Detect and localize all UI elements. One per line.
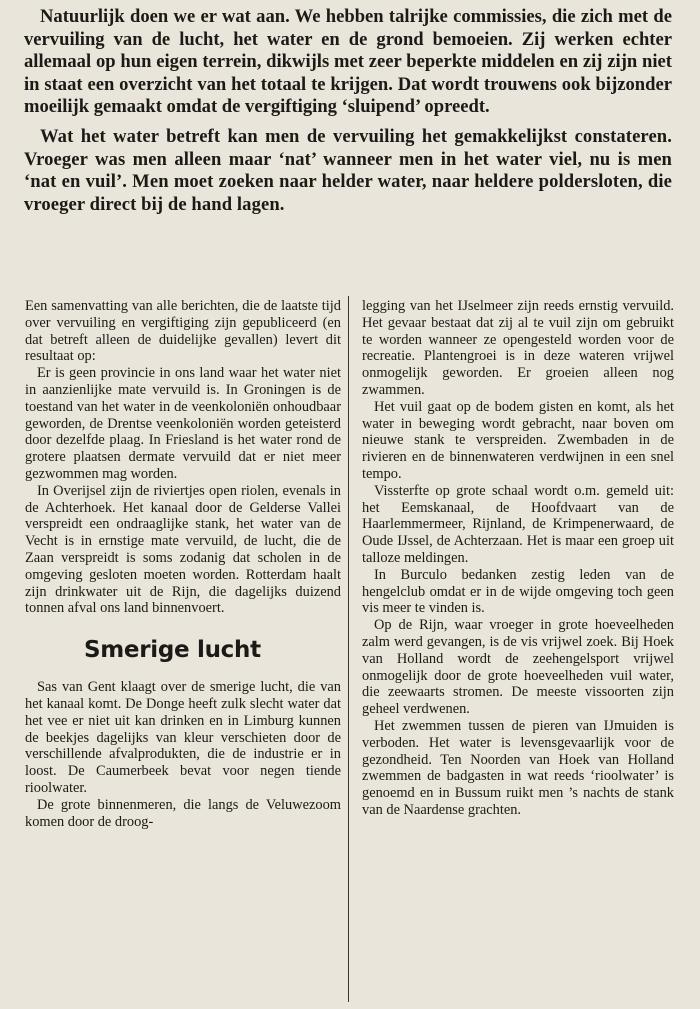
body-paragraph: Op de Rijn, waar vroeger in grote hoeveelheden zalm werd gevangen, is de vis vrijwel zoek. Bij Hoek van Holland wordt de zeehengelsport vrijwel onmogelijk door de grote hoeveelheden vuil water, die zeewaarts stromen. De meeste vissoorten zijn geheel verdwenen. xyxy=(362,617,674,718)
column-divider xyxy=(348,296,349,1002)
body-paragraph: Er is geen provincie in ons land waar het water niet in aanzienlijke mate vervuild is. In Groningen is de toestand van het water in de veenkoloniën onhoudbaar geworden, de Drentse veenkoloniën worden geteisterd door dezelfde plaag. In Friesland is het water rond de grotere plaatsen dermate vervuild dat er niet meer gezwommen mag worden. xyxy=(25,365,341,482)
body-paragraph: In Overijsel zijn de riviertjes open riolen, evenals in de Achterhoek. Het kanaal door de Gelderse Vallei verspreidt een ondraaglijke stank, het water van de Vecht is in ernstige mate vervuild, de lucht, die de Zaan verspreidt is soms zodanig dat scholen in de omgeving gesloten moeten worden. Rotterdam haalt zijn drinkwater uit de Rijn, die dagelijks duizend tonnen afval ons land binnenvoert. xyxy=(25,482,341,617)
body-paragraph: legging van het IJselmeer zijn reeds ernstig vervuild. Het gevaar bestaat dat zij al te vuil zijn om gebruikt te worden wanneer ze opengesteld worden voor de recreatie. Plantengroei is in deze wateren vrijwel onmogelijk geworden. Er groeien alleen nog zwammen. xyxy=(362,298,674,398)
body-paragraph: Sas van Gent klaagt over de smerige lucht, die van het kanaal komt. De Donge heeft zulk slecht water dat het vee er niet uit kan drinken en in Limburg kunnen de beekjes dagelijks van kleur verschieten door de verschillende afvalprodukten, die de industrie er in loost. De Caumerbeek bevat voor negen tiende rioolwater. xyxy=(25,679,341,796)
lead-paragraph: Natuurlijk doen we er wat aan. We hebben talrijke commissies, die zich met de vervuiling van de lucht, het water en de grond bemoeien. Zij werken echter allemaal op hun eigen terrein, dikwijls met zeer beperkte middelen en zij zijn niet in staat een overzicht van het totaal te krijgen. Dat wordt trouwens ook bijzonder moeilijk gemaakt omdat de vergiftiging ‘sluipend’ opreedt. xyxy=(24,6,672,118)
body-paragraph: Een samenvatting van alle berichten, die de laatste tijd over vervuiling en vergiftiging zijn gepubliceerd (en dat betreft alleen de duidelijke gevallen) levert dit resultaat op: xyxy=(25,298,341,365)
left-column xyxy=(25,298,341,830)
lead-paragraph: Wat het water betreft kan men de vervuiling het gemakkelijkst constateren. Vroeger was men alleen maar ‘nat’ wanneer men in het water viel, nu is men ‘nat en vuil’. Men moet zoeken naar helder water, naar heldere poldersloten, die vroeger direct bij de hand lagen. xyxy=(24,125,672,215)
body-paragraph: Het zwemmen tussen de pieren van IJmuiden is verboden. Het water is levensgevaarlijk voor de gezondheid. Ten Noorden van Hoek van Holland zwemmen de badgasten in wat reeds ‘rioolwater’ is genoemd en in Bussum ruikt men ’s nachts de stank van de Naardense grachten. xyxy=(362,717,674,818)
lead-section xyxy=(24,6,672,216)
right-column xyxy=(362,298,674,819)
body-paragraph: Het vuil gaat op de bodem gisten en komt, als het water in beweging wordt gebracht, naar boven om nieuwe stank te verspreiden. Zwembaden in de rivieren en de binnenwateren verdwijnen in een snel tempo. xyxy=(362,398,674,482)
body-paragraph: In Burculo bedanken zestig leden van de hengelclub omdat er in de wijde omgeving toch geen vis meer te vinden is. xyxy=(362,566,674,617)
body-paragraph: Vissterfte op grote schaal wordt o.m. gemeld uit: het Eemskanaal, de Hoofdvaart van de Haarlemmermeer, Rijnland, de Krimpenerwaard, de Oude IJssel, de Achterzaan. Het is maar een groep uit talloze meldingen. xyxy=(362,482,674,566)
body-paragraph: De grote binnenmeren, die langs de Veluwezoom komen door de droog- xyxy=(25,796,341,830)
section-heading: Smerige lucht xyxy=(84,637,261,664)
